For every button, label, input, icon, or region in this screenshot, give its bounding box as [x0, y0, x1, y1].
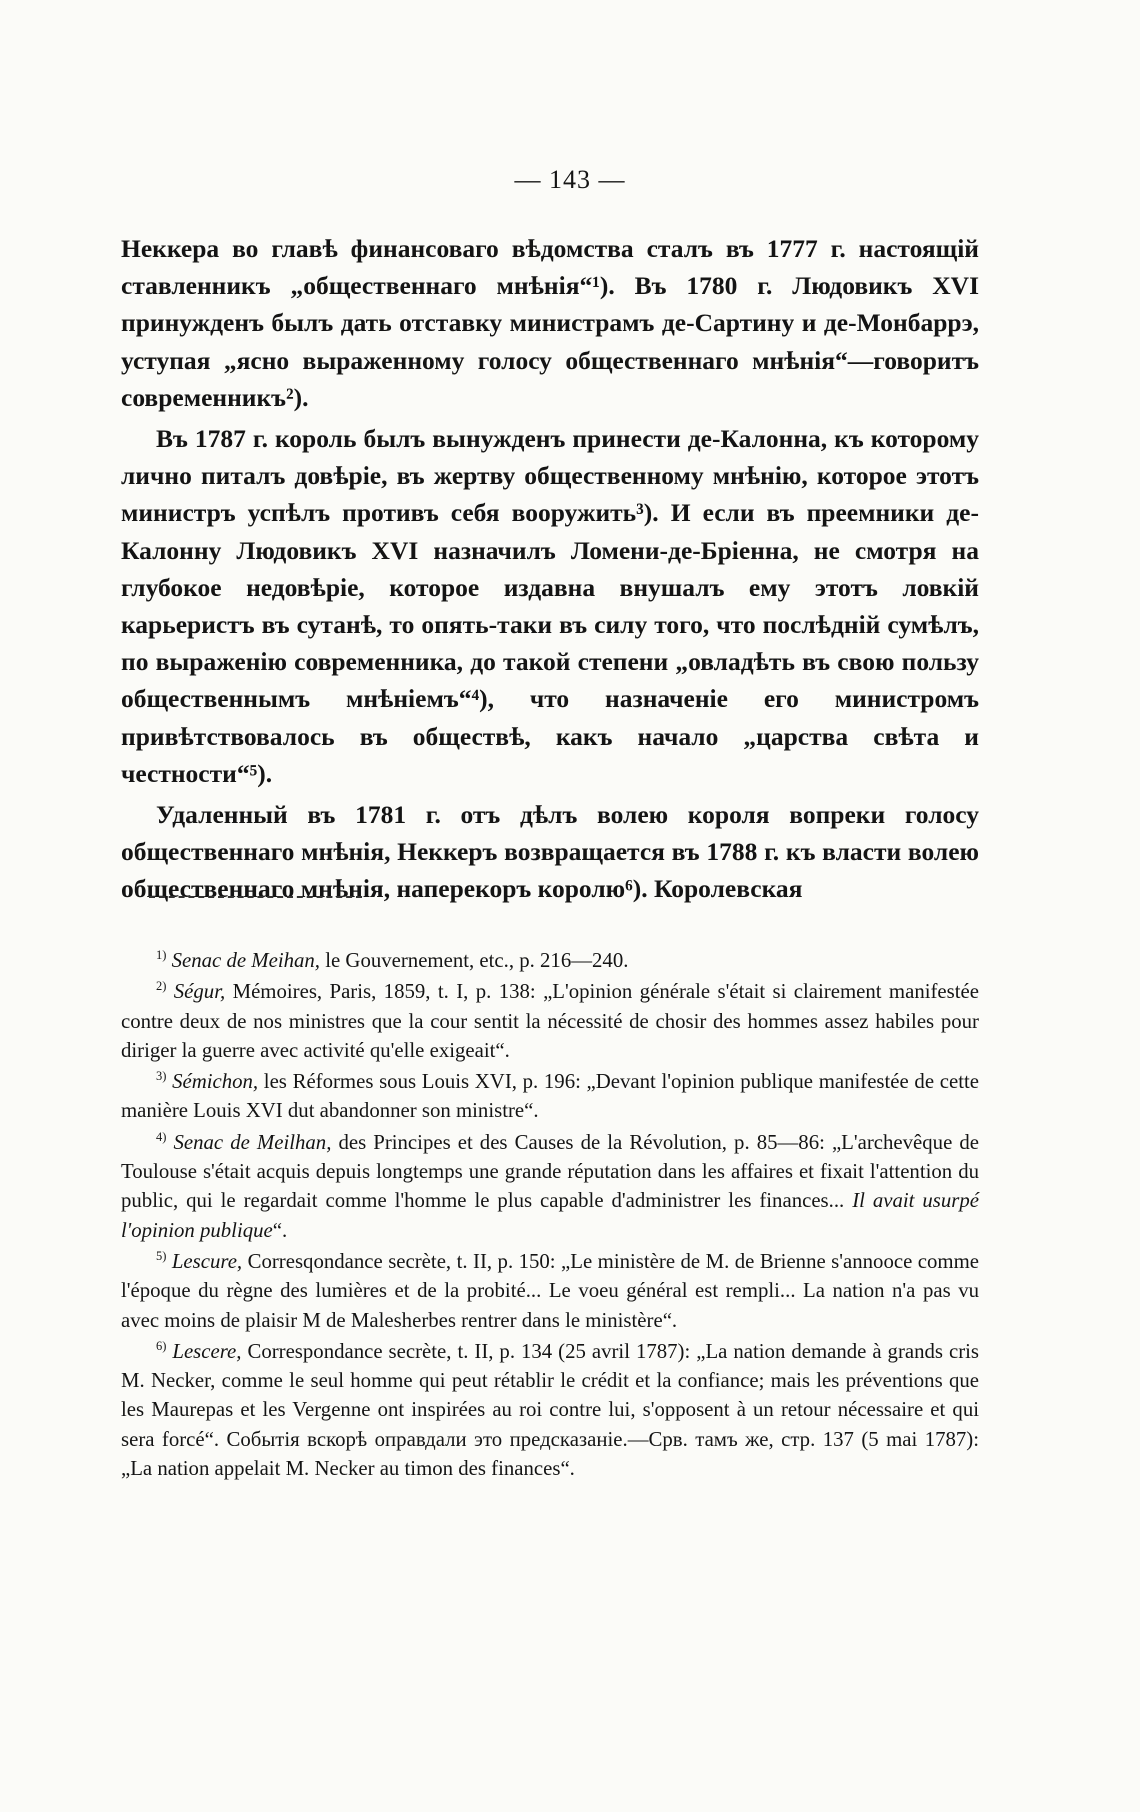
footnote-marker: 5): [156, 1249, 167, 1264]
footnote-author: Lescere,: [172, 1339, 242, 1363]
footnote: [121, 1067, 979, 1126]
footnote: [121, 1128, 979, 1245]
footnote-text: Correspondance secrète, t. II, p. 134 (25 avril 1787): „La nation demande à grands cris M. Necker, comme le seul homme qui peut rétablir le crédit et la confiance; mais les préventions que les Maurepas et les Vergenne ont inspirées au roi contre lui, s'opposent à un retour nécessaire et qui sera forcé“. Событія вскорѣ оправдали это предсказаніе.—Срв. тамъ же, стр. 137 (5 mai 1787): „La nation appelait M. Necker au timon des finances“.: [121, 1339, 980, 1481]
footnote-text: des Principes et des Causes de la Révolution, p. 85—86: „L'archevêque de Toulouse s'était acquis depuis longtemps une grande réputation dans les affaires et fixait l'attention du public, qui le regardait comme l'homme le plus capable d'administrer les finances...: [121, 1130, 979, 1213]
footnotes: [121, 946, 979, 1483]
footnote-italic: Il avait usurpé l'opinion publique: [121, 1189, 979, 1242]
paragraph: Въ 1787 г. король былъ вынужденъ принести де-Калонна, къ которому лично питалъ довѣріе, въ жертву общественному мнѣнію, которое этотъ министръ успѣлъ противъ себя вооружить³). И если въ преемники де-Калонну Людовикъ XVI назначилъ Ломени-де-Бріенна, не смотря на глубокое недовѣріе, которое издавна внушалъ ему этотъ ловкій карьеристъ въ сутанѣ, то опять-таки въ силу того, что послѣдній сумѣлъ, по выраженію современника, до такой степени „овладѣть въ свою пользу общественнымъ мнѣніемъ“⁴), что назначеніе его министромъ привѣтствовалось въ обществѣ, какъ начало „царства свѣта и честности“⁵).: [121, 424, 979, 788]
paragraph: Неккера во главѣ финансоваго вѣдомства сталъ въ 1777 г. настоящій ставленникъ „общественнаго мнѣнія“¹). Въ 1780 г. Людовикъ XVI принужденъ былъ дать отставку министрамъ де-Сартину и де-Монбаррэ, уступая „ясно выраженному голосу общественнаго мнѣнія“—говоритъ современникъ²).: [121, 234, 979, 412]
footnote-text: Corresqondance secrète, t. II, p. 150: „Le ministère de M. de Brienne s'annooce comme l'époque du règne des lumières et de la probité... Le voeu général est rempli... La nation n'a pas vu avec moins de plaisir M de Malesherbes rentrer dans le ministère“.: [121, 1249, 979, 1332]
footnote: [121, 977, 979, 1065]
footnote-tail: “.: [272, 1218, 288, 1242]
footnote-author: Ségur,: [173, 980, 226, 1004]
footnote-text: le Gouvernement, etc., p. 216—240.: [320, 949, 629, 972]
page-number: — 143 —: [514, 165, 626, 194]
footnote-divider: [149, 896, 362, 898]
footnote: [121, 1247, 979, 1335]
footnote-author: Senac de Meihan,: [171, 949, 321, 972]
footnote-marker: 2): [156, 979, 167, 994]
footnote-marker: 1): [156, 948, 167, 963]
footnote-marker: 3): [156, 1069, 167, 1084]
paragraph: Удаленный въ 1781 г. отъ дѣлъ волею короля вопреки голосу общественнаго мнѣнія, Неккеръ возвращается въ 1788 г. къ власти волею общественнаго мнѣнія, наперекоръ королю⁶). Королевская: [121, 800, 979, 904]
footnote: [121, 946, 979, 975]
footnote: [121, 1337, 979, 1483]
footnote-marker: 6): [156, 1338, 167, 1353]
footnote-text: les Réformes sous Louis XVI, p. 196: „Devant l'opinion publique manifestée de cette manière Louis XVI dut abandonner son ministre“.: [121, 1070, 979, 1123]
footnote-text: Mémoires, Paris, 1859, t. I, p. 138: „L'opinion générale s'était si clairement manifestée contre deux de nos ministres que la cour sentit la nécessité de chosir des hommes assez habiles pour diriger la guerre avec activité qu'elle exigeait“.: [121, 980, 979, 1062]
footnote-author: Senac de Meilhan,: [173, 1130, 332, 1154]
main-text: [121, 230, 979, 908]
footnote-author: Sémichon,: [172, 1070, 259, 1094]
footnote-marker: 4): [156, 1129, 167, 1144]
footnote-author: Lescure,: [171, 1249, 243, 1273]
